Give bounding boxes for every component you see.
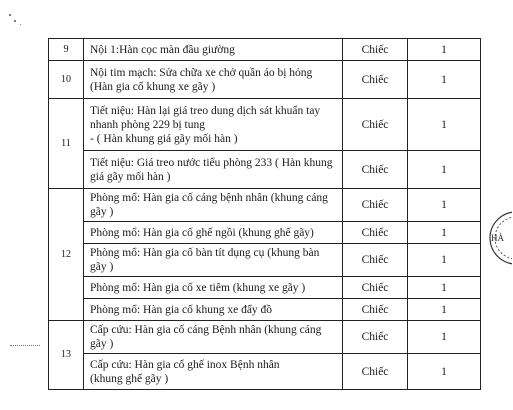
table-row xyxy=(49,222,481,244)
row-number-cell: 12 xyxy=(49,189,84,321)
scan-speck xyxy=(14,20,16,22)
description-cell: Nội 1:Hàn cọc màn đầu giường xyxy=(84,39,343,61)
table-row xyxy=(49,354,481,390)
unit-cell: Chiếc xyxy=(343,299,408,321)
table-row xyxy=(49,189,481,222)
description-cell: Phòng mổ: Hàn gia cố xe tiêm (khung xe gãy ) xyxy=(84,277,343,299)
partial-seal-stamp xyxy=(482,208,512,268)
unit-cell: Chiếc xyxy=(343,222,408,244)
scan-speck xyxy=(9,14,11,16)
unit-cell: Chiếc xyxy=(343,99,408,151)
row-number-cell: 11 xyxy=(49,99,84,189)
table-row xyxy=(49,99,481,151)
description-cell: Tiết niệu: Giá treo nước tiểu phòng 233 ( Hàn khung giá gãy mối hàn ) xyxy=(84,151,343,189)
description-cell: Phòng mổ: Hàn gia cố khung xe đẩy đồ xyxy=(84,299,343,321)
table-row xyxy=(49,299,481,321)
quantity-cell: 1 xyxy=(408,151,481,189)
seal-stamp-text: HÀ xyxy=(491,233,504,243)
quantity-cell: 1 xyxy=(408,61,481,99)
scan-artifact xyxy=(10,345,40,352)
description-cell: Cấp cứu: Hàn gia cố ghế inox Bệnh nhân (khung ghế gãy ) xyxy=(84,354,343,390)
quantity-cell: 1 xyxy=(408,189,481,222)
description-cell: Phòng mổ: Hàn gia cố cáng bệnh nhân (khung cáng gãy ) xyxy=(84,189,343,222)
unit-cell: Chiếc xyxy=(343,151,408,189)
row-number-cell: 10 xyxy=(49,61,84,99)
quantity-cell: 1 xyxy=(408,299,481,321)
description-cell: Nội tim mạch: Sửa chữa xe chở quần áo bị hỏng (Hàn gia cố khung xe gãy ) xyxy=(84,61,343,99)
unit-cell: Chiếc xyxy=(343,354,408,390)
table-row xyxy=(49,321,481,354)
description-cell: Phòng mổ: Hàn gia cố ghế ngồi (khung ghế gãy) xyxy=(84,222,343,244)
repair-items-table xyxy=(48,38,481,390)
table-row xyxy=(49,277,481,299)
quantity-cell: 1 xyxy=(408,244,481,277)
unit-cell: Chiếc xyxy=(343,277,408,299)
unit-cell: Chiếc xyxy=(343,189,408,222)
unit-cell: Chiếc xyxy=(343,39,408,61)
table-row xyxy=(49,151,481,189)
repair-items-body xyxy=(49,39,481,390)
unit-cell: Chiếc xyxy=(343,321,408,354)
quantity-cell: 1 xyxy=(408,354,481,390)
description-cell: Tiết niệu: Hàn lại giá treo dung dịch sát khuẩn tay nhanh phòng 229 bị tung - ( Hàn khung giá gãy mối hàn ) xyxy=(84,99,343,151)
table-row xyxy=(49,244,481,277)
quantity-cell: 1 xyxy=(408,39,481,61)
scan-speck xyxy=(20,24,21,25)
unit-cell: Chiếc xyxy=(343,244,408,277)
description-cell: Cấp cứu: Hàn gia cố cáng Bệnh nhân (khung cáng gãy ) xyxy=(84,321,343,354)
table-row xyxy=(49,39,481,61)
row-number-cell: 13 xyxy=(49,321,84,390)
quantity-cell: 1 xyxy=(408,99,481,151)
quantity-cell: 1 xyxy=(408,321,481,354)
unit-cell: Chiếc xyxy=(343,61,408,99)
quantity-cell: 1 xyxy=(408,222,481,244)
table-row xyxy=(49,61,481,99)
quantity-cell: 1 xyxy=(408,277,481,299)
seal-stamp-graphic xyxy=(482,208,512,268)
row-number-cell: 9 xyxy=(49,39,84,61)
description-cell: Phòng mổ: Hàn gia cố bàn tít dụng cụ (khung bàn gãy ) xyxy=(84,244,343,277)
